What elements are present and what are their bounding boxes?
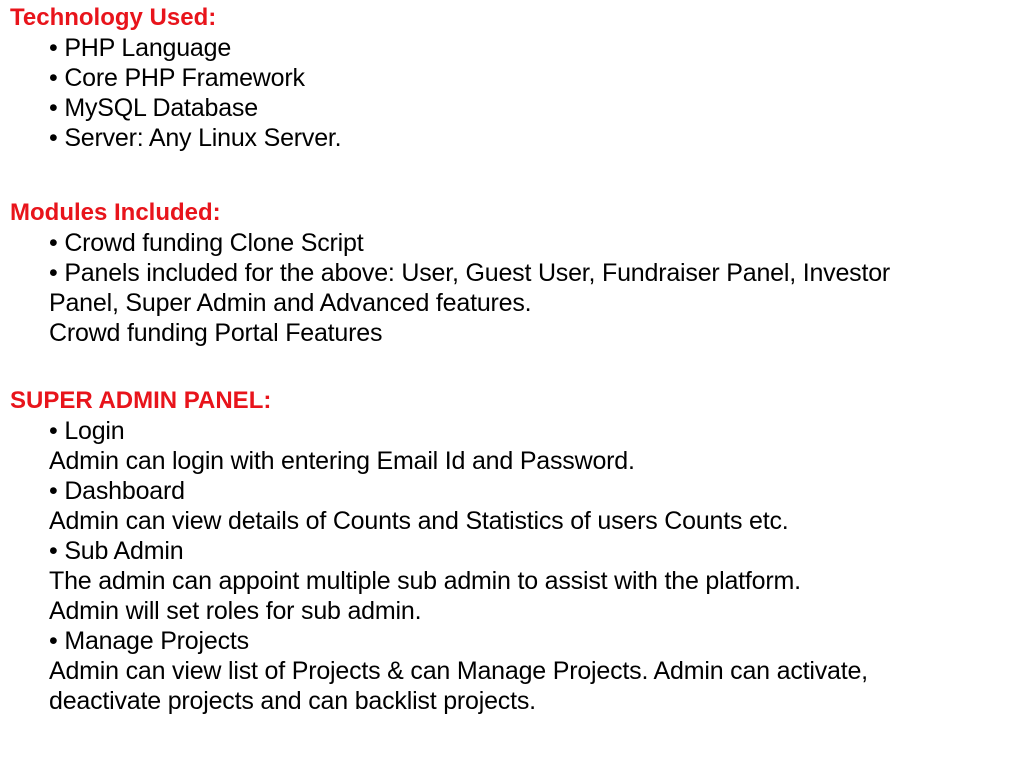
manage-projects-description-cont: deactivate projects and can backlist projects.: [49, 687, 536, 715]
manage-projects-item: • Manage Projects: [49, 626, 249, 656]
technology-item-server: • Server: Any Linux Server.: [49, 123, 341, 153]
modules-item-script: • Crowd funding Clone Script: [49, 228, 363, 258]
login-description: Admin can login with entering Email Id and Password.: [49, 447, 635, 475]
technology-item-database: • MySQL Database: [49, 93, 258, 123]
manage-projects-description: Admin can view list of Projects & can Manage Projects. Admin can activate,: [49, 657, 868, 685]
technology-item-framework: • Core PHP Framework: [49, 63, 305, 93]
modules-heading: Modules Included:: [10, 199, 221, 226]
modules-item-panels: • Panels included for the above: User, Guest User, Fundraiser Panel, Investor: [49, 258, 890, 288]
modules-portal-features: Crowd funding Portal Features: [49, 319, 383, 347]
super-admin-heading: SUPER ADMIN PANEL:: [10, 387, 272, 414]
sub-admin-roles: Admin will set roles for sub admin.: [49, 597, 422, 625]
dashboard-item: • Dashboard: [49, 476, 185, 506]
login-item: • Login: [49, 416, 124, 446]
sub-admin-item: • Sub Admin: [49, 536, 183, 566]
technology-heading: Technology Used:: [10, 4, 217, 31]
technology-item-php: • PHP Language: [49, 33, 231, 63]
sub-admin-description: The admin can appoint multiple sub admin to assist with the platform.: [49, 567, 801, 595]
dashboard-description: Admin can view details of Counts and Statistics of users Counts etc.: [49, 507, 789, 535]
modules-panels-continuation: Panel, Super Admin and Advanced features.: [49, 289, 532, 317]
